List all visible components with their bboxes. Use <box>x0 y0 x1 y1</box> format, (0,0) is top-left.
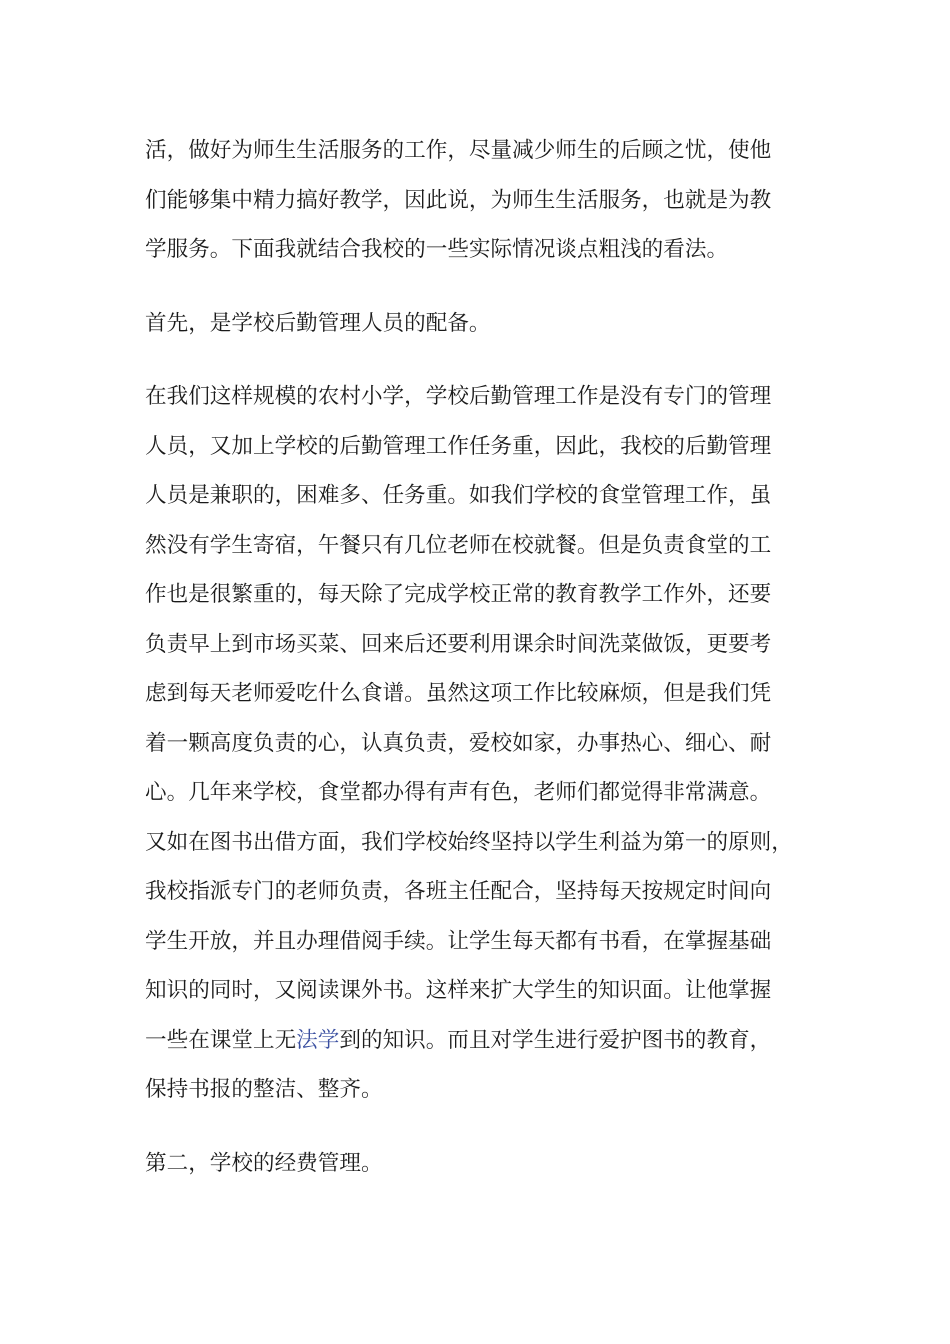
text-segment: 一些在课堂上无 <box>145 1027 297 1053</box>
text-line: 虑到每天老师爱吃什么食谱。虽然这项工作比较麻烦，但是我们凭 <box>145 681 772 706</box>
highlighted-text: 法学 <box>296 1027 340 1053</box>
text-line: 们能够集中精力搞好教学，因此说，为师生生活服务，也就是为教 <box>145 187 772 213</box>
text-line: 我校指派专门的老师负责，各班主任配合，坚持每天按规定时间向 <box>145 879 772 904</box>
section-heading-second <box>145 1139 807 1189</box>
text-line: 负责早上到市场买菜、回来后还要利用课余时间洗菜做饭，更要考 <box>145 631 772 657</box>
text-segment: 到的知识。而且对学生进行爱护图书的教育， <box>339 1027 772 1053</box>
text-line: 心。几年来学校，食堂都办得有声有色，老师们都觉得非常满意。 <box>145 780 772 805</box>
text-line: 人员是兼职的，困难多、任务重。如我们学校的食堂管理工作，虽 <box>145 483 772 508</box>
paragraph-staffing <box>145 372 807 1115</box>
text-line: 第二，学校的经费管理。 <box>145 1150 383 1176</box>
text-line: 作也是很繁重的，每天除了完成学校正常的教育教学工作外，还要 <box>145 582 772 607</box>
section-heading-first <box>145 299 807 349</box>
text-line: 学服务。下面我就结合我校的一些实际情况谈点粗浅的看法。 <box>145 237 729 262</box>
text-line: 人员，又加上学校的后勤管理工作任务重，因此，我校的后勤管理 <box>145 433 772 459</box>
document-page <box>145 126 807 1188</box>
text-line-with-highlight <box>145 1016 807 1066</box>
text-line: 着一颗高度负责的心，认真负责，爱校如家，办事热心、细心、耐 <box>145 730 772 756</box>
text-line: 在我们这样规模的农村小学，学校后勤管理工作是没有专门的管理 <box>145 384 772 409</box>
text-line: 学生开放，并且办理借阅手续。让学生每天都有书看，在掌握基础 <box>145 928 772 954</box>
paragraph-intro <box>145 126 807 275</box>
text-line: 首先，是学校后勤管理人员的配备。 <box>145 310 491 336</box>
text-line: 保持书报的整洁、整齐。 <box>145 1077 383 1102</box>
text-line: 知识的同时，又阅读课外书。这样来扩大学生的知识面。让他掌握 <box>145 978 772 1003</box>
text-line: 然没有学生寄宿，午餐只有几位老师在校就餐。但是负责食堂的工 <box>145 532 772 558</box>
text-line: 活，做好为师生生活服务的工作，尽量减少师生的后顾之忧，使他 <box>145 138 772 163</box>
text-line: 又如在图书出借方面，我们学校始终坚持以学生利益为第一的原则， <box>145 829 793 855</box>
